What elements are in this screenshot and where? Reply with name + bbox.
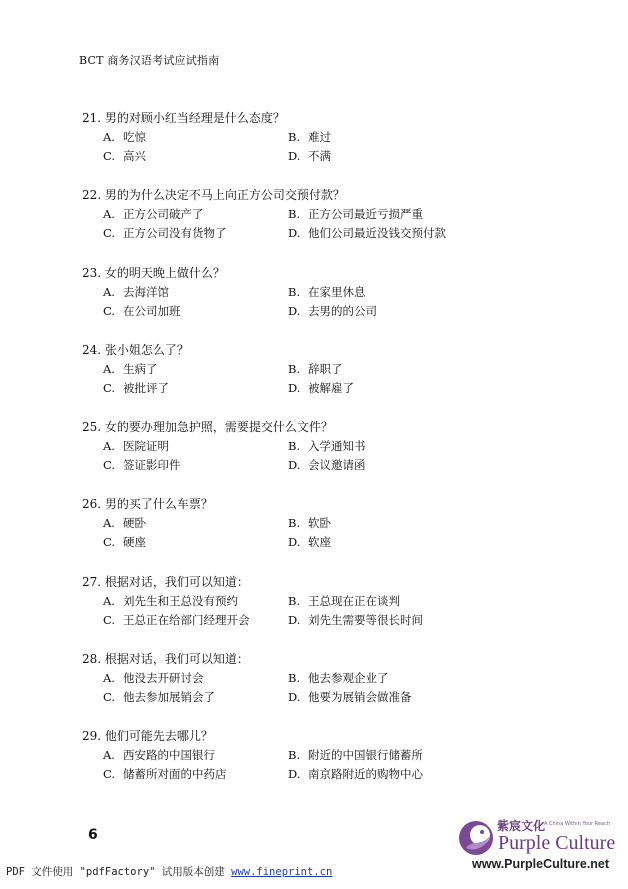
option-a[interactable]	[82, 593, 288, 612]
option-text: 王总正在给部门经理开会	[123, 612, 250, 627]
option-letter: D.	[288, 149, 301, 163]
option-row	[82, 148, 552, 167]
option-d[interactable]	[288, 303, 528, 322]
question-text: 根据对话，我们可以知道：	[104, 652, 249, 667]
option-d[interactable]	[288, 380, 528, 399]
option-a[interactable]	[82, 284, 288, 303]
option-row	[82, 593, 552, 612]
question-block	[82, 728, 552, 805]
option-d[interactable]	[288, 457, 528, 476]
option-b[interactable]	[288, 284, 528, 303]
option-text: 会议邀请函	[308, 458, 366, 473]
question-stem	[82, 187, 552, 206]
option-row	[82, 206, 552, 225]
option-text: 难过	[308, 130, 331, 144]
option-d[interactable]	[288, 534, 528, 553]
option-letter: D.	[288, 690, 301, 705]
option-text: 在公司加班	[123, 303, 181, 318]
option-letter: C.	[103, 380, 116, 395]
option-letter: A.	[103, 361, 115, 376]
option-c[interactable]	[82, 766, 288, 785]
question-number: 23.	[82, 265, 102, 280]
purple-culture-logo[interactable]	[456, 816, 624, 880]
question-block	[82, 110, 552, 187]
option-text: 刘先生需要等很长时间	[308, 612, 423, 627]
option-letter: C.	[103, 612, 116, 627]
question-number: 28.	[82, 652, 102, 667]
question-number: 26.	[82, 497, 102, 512]
logo-tagline: A China Within Your Reach	[544, 821, 610, 827]
option-a[interactable]	[82, 438, 288, 457]
option-a[interactable]	[82, 515, 288, 534]
option-letter: D.	[288, 767, 301, 782]
option-row	[82, 225, 552, 244]
question-block	[82, 496, 552, 573]
option-d[interactable]	[288, 612, 528, 631]
option-d[interactable]	[288, 148, 528, 167]
option-row	[82, 380, 552, 399]
option-text: 辞职了	[308, 361, 343, 376]
option-a[interactable]	[82, 747, 288, 766]
question-stem	[82, 651, 552, 670]
option-text: 正方公司最近亏损严重	[308, 207, 423, 222]
option-text: 他去参观企业了	[308, 671, 389, 686]
option-letter: C.	[103, 226, 116, 241]
option-a[interactable]	[82, 206, 288, 225]
option-text: 正方公司没有货物了	[123, 226, 227, 241]
option-c[interactable]	[82, 148, 288, 167]
option-letter: D.	[288, 612, 301, 627]
option-row	[82, 670, 552, 689]
option-letter: B.	[288, 284, 301, 299]
option-text: 他要为展销会做准备	[308, 690, 412, 705]
option-c[interactable]	[82, 303, 288, 322]
option-letter: C.	[103, 690, 116, 705]
option-b[interactable]	[288, 206, 528, 225]
question-stem	[82, 574, 552, 593]
option-text: 不满	[308, 149, 331, 163]
option-letter: C.	[103, 767, 116, 782]
option-letter: A.	[103, 748, 115, 763]
option-row	[82, 534, 552, 553]
option-letter: A.	[103, 671, 115, 686]
option-c[interactable]	[82, 225, 288, 244]
option-text: 硬卧	[123, 516, 146, 531]
question-text: 女的要办理加急护照，需要提交什么文件？	[104, 420, 333, 435]
running-header: BCT 商务汉语考试应试指南	[79, 54, 220, 67]
option-text: 去男的的公司	[308, 303, 377, 318]
option-text: 硬座	[123, 535, 146, 550]
question-block	[82, 651, 552, 728]
option-text: 生病了	[123, 361, 158, 376]
option-text: 他去参加展销会了	[123, 690, 215, 705]
option-text: 签证影印件	[123, 458, 181, 473]
question-number: 24.	[82, 342, 102, 357]
option-d[interactable]	[288, 225, 528, 244]
option-row	[82, 515, 552, 534]
question-text: 根据对话，我们可以知道：	[104, 574, 249, 589]
option-text: 正方公司破产了	[123, 207, 204, 222]
pdf-note-text: PDF 文件使用 "pdfFactory" 试用版本创建	[6, 866, 225, 878]
question-block	[82, 187, 552, 264]
option-letter: B.	[288, 748, 301, 763]
pdf-footer-note	[6, 864, 332, 879]
option-row	[82, 303, 552, 322]
option-text: 王总现在正在谈判	[308, 593, 400, 608]
option-letter: B.	[288, 207, 301, 222]
logo-chinese-name: 紫宸文化	[497, 819, 546, 833]
option-letter: B.	[288, 593, 301, 608]
option-b[interactable]	[288, 747, 528, 766]
question-block	[82, 419, 552, 496]
question-text: 他们可能先去哪儿？	[104, 729, 213, 744]
question-number: 27.	[82, 574, 102, 589]
option-b[interactable]	[288, 361, 528, 380]
question-number: 25.	[82, 420, 102, 435]
question-block	[82, 342, 552, 419]
option-text: 医院证明	[123, 439, 169, 454]
option-letter: A.	[103, 516, 115, 531]
question-text: 张小姐怎么了？	[104, 342, 189, 357]
option-a[interactable]	[82, 361, 288, 380]
option-letter: D.	[288, 380, 301, 395]
option-letter: B.	[288, 130, 301, 144]
option-d[interactable]	[288, 689, 528, 708]
option-text: 在家里休息	[308, 284, 366, 299]
question-stem	[82, 110, 552, 129]
option-letter: D.	[288, 226, 301, 241]
option-c[interactable]	[82, 457, 288, 476]
option-letter: A.	[103, 207, 115, 222]
option-text: 入学通知书	[308, 439, 366, 454]
question-number: 22.	[82, 188, 102, 203]
option-row	[82, 129, 552, 148]
option-b[interactable]	[288, 438, 528, 457]
option-text: 软座	[308, 535, 331, 550]
question-stem	[82, 265, 552, 284]
pdf-link[interactable]: www.fineprint.cn	[231, 866, 333, 878]
option-c[interactable]	[82, 380, 288, 399]
option-letter: A.	[103, 439, 115, 454]
option-letter: C.	[103, 458, 116, 473]
option-text: 吃惊	[123, 130, 146, 144]
page-number: 6	[88, 827, 98, 843]
option-row	[82, 612, 552, 631]
option-text: 南京路附近的购物中心	[308, 767, 423, 782]
option-letter: C.	[103, 535, 116, 550]
option-row	[82, 361, 552, 380]
option-text: 他们公司最近没钱交预付款	[308, 226, 446, 241]
question-text: 女的明天晚上做什么？	[104, 265, 225, 280]
option-a[interactable]	[82, 670, 288, 689]
option-row	[82, 689, 552, 708]
question-number: 21.	[82, 111, 102, 125]
question-text: 男的对顾小红当经理是什么态度？	[104, 111, 285, 125]
option-b[interactable]	[288, 670, 528, 689]
option-b[interactable]	[288, 515, 528, 534]
question-stem	[82, 496, 552, 515]
option-row	[82, 457, 552, 476]
option-b[interactable]	[288, 129, 528, 148]
option-a[interactable]	[82, 129, 288, 148]
option-c[interactable]	[82, 689, 288, 708]
option-letter: C.	[103, 149, 116, 163]
option-row	[82, 766, 552, 785]
option-text: 西安路的中国银行	[123, 748, 215, 763]
option-row	[82, 747, 552, 766]
question-stem	[82, 342, 552, 361]
option-letter: A.	[103, 593, 115, 608]
option-letter: B.	[288, 671, 301, 686]
question-block	[82, 574, 552, 651]
option-text: 高兴	[123, 149, 146, 163]
option-letter: A.	[103, 284, 115, 299]
bird-logo-icon	[456, 818, 498, 858]
option-row	[82, 284, 552, 303]
option-text: 刘先生和王总没有预约	[123, 593, 238, 608]
option-text: 被批评了	[123, 380, 169, 395]
question-stem	[82, 419, 552, 438]
option-letter: A.	[103, 130, 115, 144]
question-text: 男的为什么决定不马上向正方公司交预付款？	[104, 188, 345, 203]
option-b[interactable]	[288, 593, 528, 612]
option-text: 储蓄所对面的中药店	[123, 767, 227, 782]
logo-english-name: Purple Culture	[498, 832, 616, 854]
option-letter: B.	[288, 439, 301, 454]
option-letter: D.	[288, 303, 301, 318]
logo-url[interactable]: www.PurpleCulture.net	[472, 857, 610, 871]
question-list	[82, 110, 552, 806]
option-row	[82, 438, 552, 457]
option-letter: B.	[288, 516, 301, 531]
question-number: 29.	[82, 729, 102, 744]
option-text: 附近的中国银行储蓄所	[308, 748, 423, 763]
option-text: 去海洋馆	[123, 284, 169, 299]
option-d[interactable]	[288, 766, 528, 785]
option-letter: D.	[288, 535, 301, 550]
option-letter: D.	[288, 458, 301, 473]
question-text: 男的买了什么车票？	[104, 497, 213, 512]
option-text: 软卧	[308, 516, 331, 531]
option-letter: B.	[288, 361, 301, 376]
option-c[interactable]	[82, 612, 288, 631]
question-stem	[82, 728, 552, 747]
option-c[interactable]	[82, 534, 288, 553]
option-letter: C.	[103, 303, 116, 318]
option-text: 他没去开研讨会	[123, 671, 204, 686]
option-text: 被解雇了	[308, 380, 354, 395]
question-block	[82, 265, 552, 342]
